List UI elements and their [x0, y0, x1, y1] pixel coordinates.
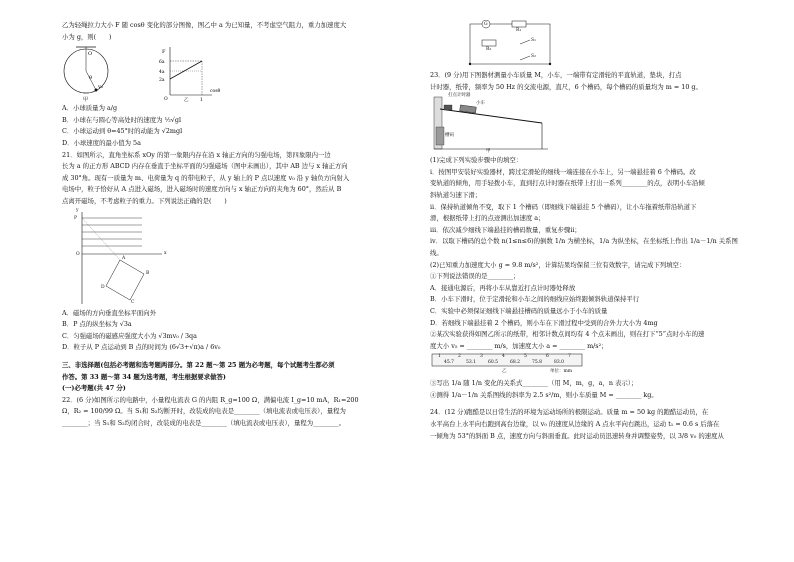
- q22-line3: ________；当 S₁和 S₂均闭合时，改装成的电表是________（填电流表或电压表），量程为________。: [62, 418, 346, 427]
- tape-spacing-2: 53.1: [466, 360, 477, 366]
- step-line8: (2)已知重力加速度大小 g = 9.8 m/s²，计算结果均保留三位有效数字，请完成下列填空：: [430, 260, 686, 269]
- graph-label-2a: 2a: [159, 78, 165, 84]
- label-jia: 甲: [83, 97, 89, 104]
- fig21-label-c: C: [131, 299, 135, 305]
- q24-line1: 24．(12 分)跑酷是以日常生活的环境为运动场所的极限运动。质量 m = 50 kg 的跑酷运动员，在: [430, 408, 709, 417]
- graph-label-f: F: [162, 49, 166, 56]
- q23-line1: 23．(9 分)用下图器材测量小车质量 M，小车，一端带有定滑轮的平直轨道，垫块，打点: [430, 71, 682, 79]
- tape-spacing-1: 45.7: [444, 360, 455, 366]
- label-o: O: [88, 51, 93, 58]
- q20-option-b: B．小球在与圆心等高处时的速度为 ½√gl: [62, 115, 181, 124]
- graph-label-yi: 乙: [184, 98, 189, 104]
- circuit-label-r1: R₁: [516, 28, 522, 33]
- step-line15: 度大小 v₅ = ________ m/s，加速度大小 a = ________ m/s²；: [430, 341, 608, 350]
- circuit-label-g: G: [484, 22, 488, 27]
- q21-line1: 21．如图所示，直角坐标系 xOy 的第一象限内存在沿 x 轴正方向的匀强电场，第四象限内一边: [62, 150, 331, 159]
- step4-line: ④测得 1/a－1/n 关系图线的斜率为 2.5 s²/m，则小车质量 M = ________ kg。: [430, 390, 658, 399]
- graph-label-origin: O: [164, 97, 168, 103]
- q21-option-c: C．匀强磁场的磁感应强度大小为 √3mv₀ / 3qa: [62, 331, 197, 340]
- tape-point-1: 1: [438, 354, 441, 360]
- q20-intro-line1: 乙为轻绳拉力大小 F 随 cosθ 变化的部分图像，图乙中 a 为已知量，不考虑空气阻力，重力加速度大: [62, 21, 347, 29]
- tape-point-3: 3: [480, 354, 483, 360]
- q20-figure-svg: [62, 43, 378, 103]
- right-column: [430, 20, 742, 442]
- section3-title: 三、非选择题(包括必考题和选考题两部分。第 22 题～第 25 题为必考题，每个试题考生都必须: [62, 360, 335, 369]
- q23-apparatus: [430, 93, 742, 155]
- q20-option-a: A．小球质量为 a/g: [62, 104, 118, 113]
- tape-spacing-5: 75.8: [532, 360, 543, 366]
- circuit-svg: [430, 20, 742, 70]
- step-line3: 斜轨道匀速下滑；: [430, 190, 482, 199]
- q20-intro-line2: 小为 g，则( ): [62, 32, 112, 41]
- left-column: [62, 20, 378, 429]
- fig21-label-a: A: [122, 255, 126, 261]
- step-line5: 滑，根据纸带上打的点迹测出加速度 a；: [430, 214, 545, 223]
- circuit-label-r2: R₂: [486, 47, 492, 52]
- graph-label-one: 1: [200, 98, 203, 104]
- apparatus-label-timer: 打点计时器: [448, 93, 471, 99]
- q22-line2: Ω，R₂ = 100/99 Ω。当 S₁和 S₂均断开时，改装成的电表是________（填电流表或电压表），量程为: [62, 407, 346, 416]
- step-line10: A．接通电源后，再将小车从靠近打点计时器处释放: [430, 283, 576, 292]
- tape-point-4: 4: [502, 354, 505, 360]
- graph-label-cos: cosθ: [210, 89, 221, 95]
- step-line4: ⅱ．保持轨道倾角不变，取下 1 个槽码（即细线下端悬挂 5 个槽码），让小车拖着纸带沿轨道下: [430, 202, 697, 211]
- step-line0: (1)完成下列实验步骤中的填空：: [430, 156, 523, 165]
- circuit-label-s2: S₂: [531, 54, 536, 59]
- q20-option-d: D．小球速度的最小值为 5a: [62, 138, 141, 147]
- apparatus-label-weights: 槽码: [445, 133, 454, 139]
- step-line6: ⅲ．依次减少细线下端悬挂的槽码数量，重复步骤ⅱ；: [430, 225, 581, 234]
- q21-line5: 点离开磁场，不考虑粒子的重力。下列说法正确的是( ): [62, 196, 227, 205]
- q21-option-a: A．磁场的方向垂直坐标平面向外: [62, 308, 157, 317]
- q22-line1: 22．(6 分)如图所示的电路中，小量程电流表 G 的内阻 R_g=100 Ω，满偏电流 I_g=10 mA，R₁=200: [62, 395, 359, 404]
- force-graph: [170, 47, 212, 95]
- tape-spacing-6: 83.0: [554, 360, 565, 366]
- q21-line3: 成 30°角。现有一质量为 m、电荷量为 q 的带电粒子，从 y 轴上的 P 点以速度 v₀ 沿 y 轴负方向射入: [62, 173, 350, 182]
- q23-line2: 计时器，纸带，频率为 50 Hz 的交流电源，直尺，6 个槽码，每个槽码的质量均为 m = 10 g。: [430, 82, 702, 91]
- paper-tape: [430, 352, 742, 378]
- step-line2: 变轨道的倾角，用手轻拨小车，直到打点计时器在纸带上打出一系列________的点，表明小车沿倾: [430, 179, 705, 188]
- step-line12: C．实验中必须保证细线下端悬挂槽码的质量远小于小车的质量: [430, 306, 608, 315]
- tape-point-7: 7: [568, 354, 571, 360]
- fig21-label-b: B: [146, 270, 150, 276]
- step3-line: ③写出 1/a 随 1/n 变化的关系式________（用 M，m，g，a，n 表示）；: [430, 379, 638, 388]
- apparatus-label-jia: 甲: [486, 149, 491, 155]
- step-line7: ⅳ．以取下槽码的总个数 n(1≤n≤6)的倒数 1/n 为横坐标，1/a 为纵坐标，在坐标纸上作出 1/a－1/n 关系图线。: [430, 237, 738, 257]
- q22-circuit: [430, 20, 742, 70]
- q21-figure: [62, 208, 378, 308]
- q21-figure-svg: [62, 208, 378, 308]
- step-line1: ⅰ．按图甲安装好实验器材，跨过定滑轮的细线一端连接在小车上，另一端悬挂着 6 个槽码。改: [430, 167, 696, 176]
- step-line14: ②某次实验获得如图乙所示的纸带，相邻计数点间均有 4 个点未画出，则在打下“5”点时小车的速: [430, 330, 705, 339]
- q24-line3: 一倾角为 53°的斜面 B 点，速度方向与斜面垂直。此时运动员迅速转身并调整姿势，以 3/8 v₀ 的速度从: [430, 431, 724, 440]
- q21-line2: 长为 a 的正方形 ABCD 内存在垂直于坐标平面的匀强磁场（图中未画出），其中 AB 边与 x 轴正方向: [62, 162, 348, 171]
- required-title: (一)必考题(共 47 分): [62, 384, 126, 393]
- fig21-label-p: P: [74, 215, 78, 221]
- graph-label-4a: 4a: [159, 70, 165, 76]
- circuit-label-s1: S₁: [531, 38, 536, 43]
- tape-spacing-3: 60.5: [488, 360, 499, 366]
- tape-point-6: 6: [546, 354, 549, 360]
- graph-label-6a: 6a: [159, 60, 165, 66]
- q21-option-d: D．粒子从 P 点运动到 B 点的时间为 (6√3+√π)a / 6v₀: [62, 343, 221, 352]
- tape-svg: [430, 352, 742, 378]
- fig21-label-d: D: [101, 284, 105, 290]
- step-line11: B．小车下滑时，位于定滑轮和小车之间的细线应始终跟倾斜轨道保持平行: [430, 295, 640, 304]
- q20-figures: [62, 43, 378, 103]
- fig21-label-o: O: [76, 251, 80, 257]
- apparatus-label-cart: 小车: [476, 101, 485, 107]
- section3-title2: 作答。第 33 题～第 34 题为选考题，考生根据要求做答): [62, 372, 226, 381]
- label-v0: v₀: [98, 84, 103, 91]
- tape-point-2: 2: [458, 354, 461, 360]
- label-theta: θ: [89, 75, 93, 82]
- fig21-label-x: x: [164, 250, 167, 256]
- q24-line2: 水平高台上水平向右跑到高台边缘，以 v₀ 的速度从边缘的 A 点水平向右跳出，运动 t₁ = 0.6 s 后落在: [430, 420, 720, 429]
- q21-line4: 电场中，粒子恰好从 A 点进入磁场，进入磁场时的速度方向与 x 轴正方向的夹角为 60°，然后从 B: [62, 185, 342, 194]
- tape-spacing-4: 68.2: [510, 360, 521, 366]
- step-line9: ①下列说法错误的是________；: [430, 272, 520, 281]
- tape-point-5: 5: [524, 354, 527, 360]
- tape-unit: 单位：mm: [550, 369, 573, 375]
- step-line13: D．若细线下端悬挂着 2 个槽码，则小车在下滑过程中受到的合外力大小为 4mg: [430, 318, 658, 327]
- q21-option-b: B．P 点的纵坐标为 √3a: [62, 320, 132, 329]
- q20-option-c: C．小球运动到 θ=45°时的动能为 √2mgl: [62, 127, 183, 136]
- fig21-label-y: y: [76, 207, 79, 213]
- tape-label-yi: 乙: [502, 369, 507, 375]
